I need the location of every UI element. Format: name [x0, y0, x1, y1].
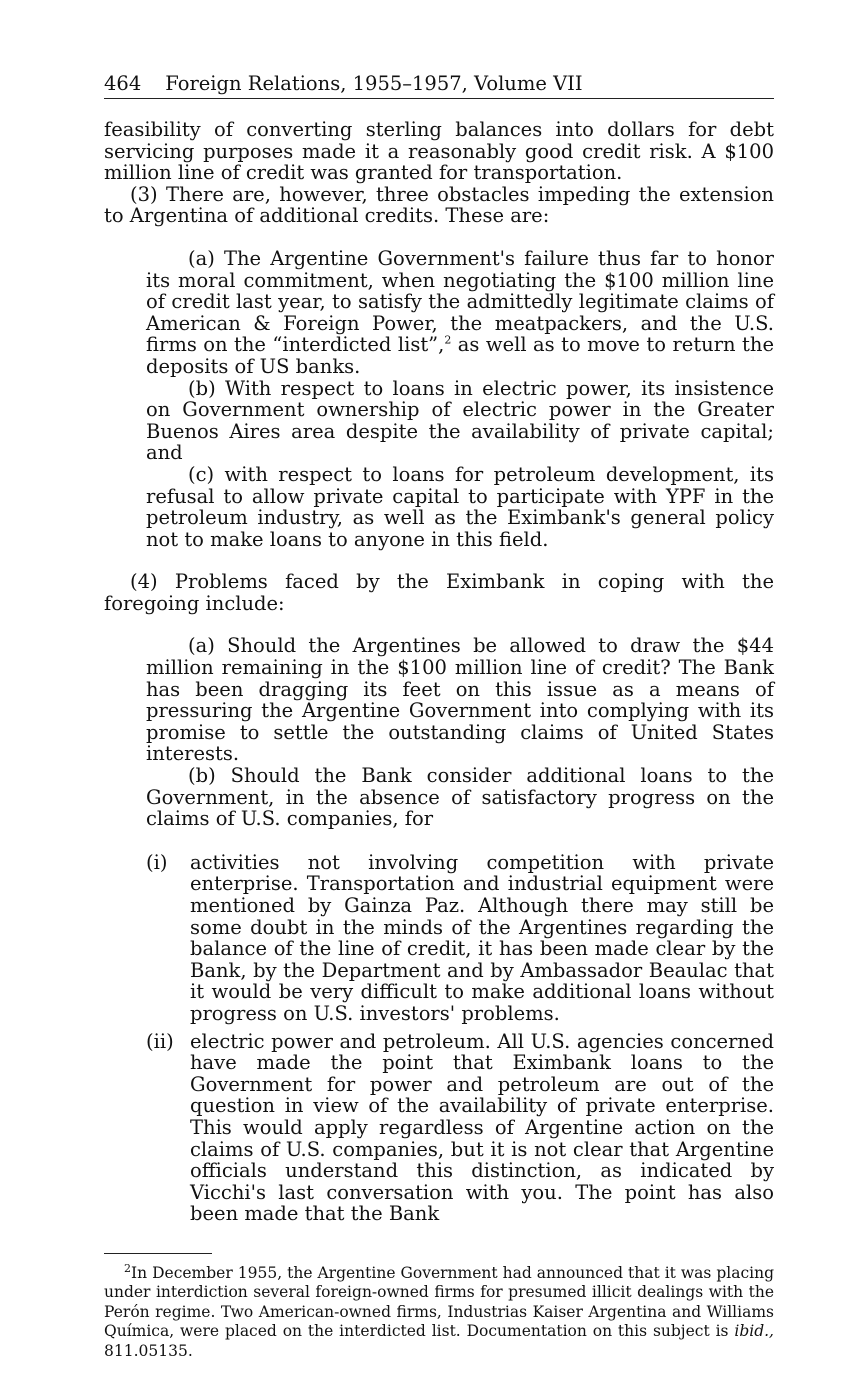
list-item [146, 1031, 774, 1225]
obstacles-block [104, 248, 774, 550]
paragraph-3b: (b) With respect to loans in electric power, its insistence on Government ownership of electric power in the Greater Buenos Aires area despite the availability of private capital; and [146, 376, 774, 465]
footnote-mark: 2 [124, 1261, 131, 1275]
list-item-label: (i) [146, 850, 168, 874]
paragraph-4b: (b) Should the Bank consider additional loans to the Government, in the absence of satisfactory progress on the claims of U.S. companies, for [146, 764, 774, 831]
running-title: Foreign Relations, 1955–1957, Volume VII [165, 72, 583, 95]
list-item [146, 852, 774, 1025]
sub-items-list [104, 852, 774, 1225]
list-item-text: activities not involving competition with private enterprise. Transportation and industrial equipment were mentioned by Gainza Paz. Although there may still be some doubt in the minds of the Argentines regarding the balance of the line of credit, it has been made clear by the Bank, by the Department and by Ambassador Beaulac that it would be very difficult to make additional loans without progress on U.S. investors' problems. [190, 850, 774, 1025]
paragraph-intro: feasibility of converting sterling balances into dollars for debt servicing purposes made it a reasonably good credit risk. A $100 million line of credit was granted for transportation. [104, 118, 774, 185]
paragraph-3a: (a) The Argentine Government's failure thus far to honor its moral commitment, when negotiating the $100 million line of credit last year, to satisfy the admittedly legitimate claims of American & Foreign Power, the meatpackers, and the U.S. firms on the “interdicted list”,$^2$ as well as to move to return the deposits of US banks. [146, 246, 774, 378]
body-text [104, 119, 774, 1225]
page-number: 464 [104, 72, 142, 95]
running-header [104, 72, 774, 99]
footnote-2: $^2$In December 1955, the Argentine Government had announced that it was placing under interdiction several foreign-owned firms for presumed illicit dealings with the Perón regime. Two American-owned firms, Industrias Kaiser Argentina and Williams Química, were placed on the interdicted list. Documentation on this subject is ibid., 811.05135. [104, 1261, 774, 1360]
list-item-label: (ii) [146, 1029, 174, 1053]
paragraph-4a: (a) Should the Argentines be allowed to draw the $44 million remaining in the $100 million line of credit? The Bank has been dragging its feet on this issue as a means of pressuring the Argentine Government into complying with its promise to settle the outstanding claims of United States interests. [146, 634, 774, 766]
footnote-divider [104, 1253, 212, 1254]
paragraph-3c: (c) with respect to loans for petroleum development, its refusal to allow private capital to participate with YPF in the petroleum industry, as well as the Eximbank's general policy not to make loans to anyone in this field. [146, 462, 774, 551]
ibid-ref: ibid., [734, 1322, 774, 1341]
footnotes [104, 1261, 774, 1361]
list-item-text: electric power and petroleum. All U.S. agencies concerned have made the point that Eximbank loans to the Government for power and petroleum are out of the question in view of the availability of private enterprise. This would apply regardless of Argentine action on the claims of U.S. companies, but it is not clear that Argentine officials understand this distinction, as indicated by Vicchi's last conversation with you. The point has also been made that the Bank [190, 1029, 774, 1226]
paragraph-3: (3) There are, however, three obstacles impeding the extension to Argentina of additional credits. These are: [104, 182, 774, 228]
paragraph-4: (4) Problems faced by the Eximbank in coping with the foregoing include: [104, 570, 774, 615]
document-page [104, 72, 774, 1361]
problems-block [104, 635, 774, 829]
footnote-ref-2[interactable]: 2 [444, 333, 452, 347]
